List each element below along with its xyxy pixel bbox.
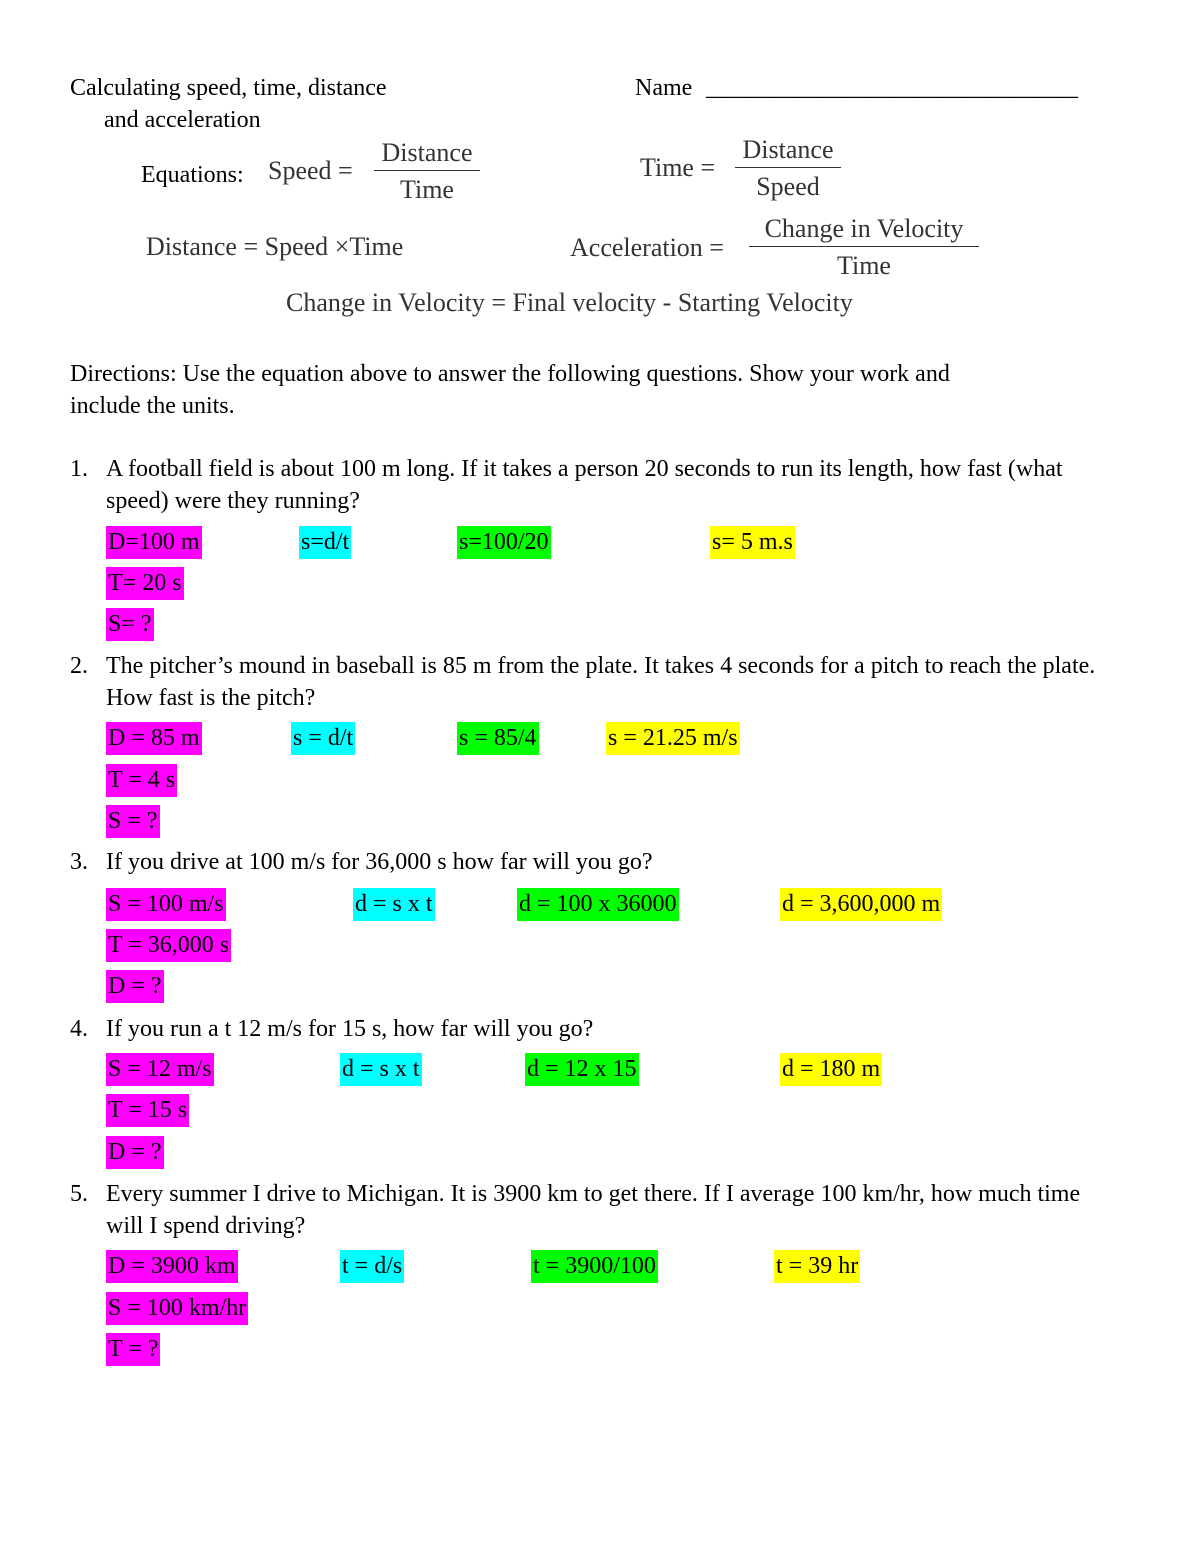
given-value: D = ? <box>106 1136 164 1169</box>
question-number: 5. <box>70 1181 88 1207</box>
time-fraction <box>735 135 841 202</box>
equations-label: Equations: <box>141 162 244 188</box>
given-value: D = ? <box>106 970 164 1003</box>
formula: d = s x t <box>353 888 435 921</box>
question-text: The pitcher’s mound in baseball is 85 m from the plate. It takes 4 seconds for a pitch to reach the plate. How fast is the pitch? <box>106 653 1096 711</box>
given-value: S = 100 km/hr <box>106 1292 248 1325</box>
formula: s=d/t <box>299 526 351 559</box>
substitution: t = 3900/100 <box>531 1250 658 1283</box>
given-value: S = 12 m/s <box>106 1053 214 1086</box>
answer: s = 21.25 m/s <box>606 722 740 755</box>
given-value: T = 4 s <box>106 764 177 797</box>
given-value: T= 20 s <box>106 567 184 600</box>
question-number: 1. <box>70 456 88 482</box>
substitution: s = 85/4 <box>457 722 539 755</box>
time-denominator: Speed <box>756 172 820 201</box>
speed-equation-lhs: Speed = <box>268 156 353 185</box>
directions-text: Directions: Use the equation above to answer the following questions. Show your work and <box>70 361 950 387</box>
given-value: S = ? <box>106 805 160 838</box>
given-value: D = 3900 km <box>106 1250 238 1283</box>
formula: t = d/s <box>340 1250 404 1283</box>
question-text: A football field is about 100 m long. If it takes a person 20 seconds to run its length, how fast (what speed) were they running? <box>106 456 1063 514</box>
time-equation-lhs: Time = <box>640 153 716 182</box>
acceleration-equation-lhs: Acceleration = <box>570 233 724 262</box>
question-number: 4. <box>70 1016 88 1042</box>
question-number: 3. <box>70 849 88 875</box>
name-label: Name <box>635 75 693 101</box>
given-value: S= ? <box>106 608 154 641</box>
name-field[interactable]: _______________________________ <box>706 75 1078 101</box>
question-text: Every summer I drive to Michigan. It is 3900 km to get there. If I average 100 km/hr, how much time will I spend driving? <box>106 1181 1081 1239</box>
speed-numerator: Distance <box>381 138 473 167</box>
formula: d = s x t <box>340 1053 422 1086</box>
question-text: If you run a t 12 m/s for 15 s, how far will you go? <box>106 1016 594 1042</box>
velocity-equation: Change in Velocity = Final velocity - Starting Velocity <box>286 288 853 317</box>
acceleration-numerator: Change in Velocity <box>764 214 964 243</box>
given-value: D=100 m <box>106 526 202 559</box>
directions-text-line2: include the units. <box>70 393 235 419</box>
answer: d = 180 m <box>780 1053 882 1086</box>
given-value: T = 15 s <box>106 1094 189 1127</box>
question-number: 2. <box>70 653 88 679</box>
acceleration-fraction <box>749 214 979 281</box>
given-value: D = 85 m <box>106 722 202 755</box>
given-value: T = 36,000 s <box>106 929 231 962</box>
speed-denominator: Time <box>400 175 454 204</box>
worksheet-title-line2: and acceleration <box>104 107 261 133</box>
question-text: If you drive at 100 m/s for 36,000 s how far will you go? <box>106 849 653 875</box>
answer: d = 3,600,000 m <box>780 888 942 921</box>
answer: s= 5 m.s <box>710 526 795 559</box>
substitution: s=100/20 <box>457 526 551 559</box>
answer: t = 39 hr <box>774 1250 860 1283</box>
worksheet-title: Calculating speed, time, distance <box>70 75 387 101</box>
formula: s = d/t <box>291 722 355 755</box>
given-value: T = ? <box>106 1333 160 1366</box>
acceleration-denominator: Time <box>837 251 891 280</box>
time-numerator: Distance <box>742 135 834 164</box>
speed-fraction <box>374 138 480 205</box>
substitution: d = 100 x 36000 <box>517 888 679 921</box>
substitution: d = 12 x 15 <box>525 1053 639 1086</box>
given-value: S = 100 m/s <box>106 888 226 921</box>
distance-equation: Distance = Speed ×Time <box>146 232 404 261</box>
